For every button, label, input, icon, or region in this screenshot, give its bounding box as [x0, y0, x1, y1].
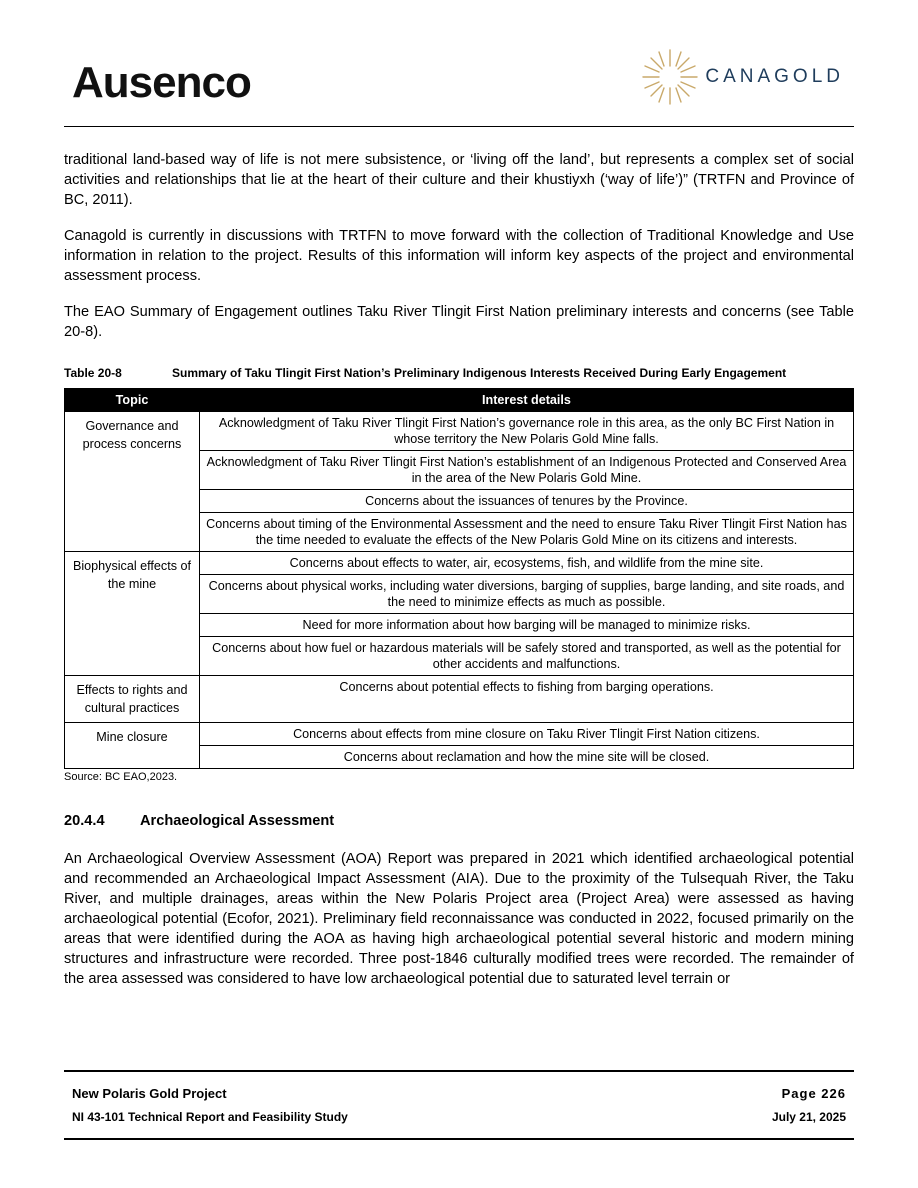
section-title: Archaeological Assessment — [140, 813, 335, 829]
sunburst-icon — [637, 44, 703, 110]
paragraph-3: The EAO Summary of Engagement outlines Taku River Tlingit First Nation preliminary interests and concerns (see Table 20-8). — [64, 304, 854, 340]
detail-cell: Concerns about how fuel or hazardous materials will be safely stored and transported, as well as the potential for other accidents and malfunctions. — [200, 637, 854, 676]
paragraph-1: traditional land-based way of life is not mere subsistence, or ‘living off the land’, but represents a complex set of social activities and relationships that lie at the heart of their culture and their khustiyxh (‘way of life’)” (TRTFN and Province of BC, 2011). — [64, 152, 854, 208]
table-number: Table 20-8 — [64, 366, 122, 380]
detail-cell: Concerns about the issuances of tenures by the Province. — [200, 490, 854, 513]
section-number: 20.4.4 — [64, 813, 105, 829]
table-title: Summary of Taku Tlingit First Nation’s Preliminary Indigenous Interests Received During Early Engagement — [172, 366, 787, 380]
header-interest-details: Interest details — [200, 389, 854, 412]
ausenco-logo — [72, 58, 251, 108]
detail-cell: Concerns about timing of the Environmental Assessment and the need to ensure Taku River Tlingit First Nation has the time needed to evaluate the effects of the New Polaris Gold Mine on its citizens and interests. — [200, 513, 854, 552]
footer-project: New Polaris Gold Project — [72, 1086, 227, 1101]
detail-cell: Concerns about effects to water, air, ecosystems, fish, and wildlife from the mine site. — [200, 552, 854, 575]
footer-date: July 21, 2025 — [771, 1110, 846, 1124]
page-content — [64, 150, 854, 1005]
detail-cell: Acknowledgment of Taku River Tlingit First Nation’s establishment of an Indigenous Protected and Conserved Area in the area of the New Polaris Gold Mine. — [200, 451, 854, 490]
topic-cell: Biophysical effects of the mine — [65, 552, 200, 676]
paragraph-2: Canagold is currently in discussions with TRTFN to move forward with the collection of Traditional Knowledge and Use information in relation to the project. Results of this information will inform key aspects of the project and environmental assessment process. — [64, 228, 854, 284]
detail-cell: Concerns about effects from mine closure on Taku River Tlingit First Nation citizens. — [200, 723, 854, 746]
detail-cell: Concerns about physical works, including water diversions, barging of supplies, barge landing, and site roads, and the need to minimize effects as much as possible. — [200, 575, 854, 614]
footer-page-number: Page 226 — [781, 1086, 846, 1101]
table-row — [65, 676, 854, 723]
table-header-row — [65, 389, 854, 412]
topic-cell: Governance and process concerns — [65, 412, 200, 552]
topic-cell: Effects to rights and cultural practices — [65, 676, 200, 723]
table-caption — [64, 366, 854, 380]
topic-cell: Mine closure — [65, 723, 200, 769]
header-divider — [64, 126, 854, 127]
table-row — [65, 723, 854, 746]
header-topic: Topic — [65, 389, 200, 412]
detail-cell: Acknowledgment of Taku River Tlingit First Nation’s governance role in this area, as the only BC First Nation in whose territory the New Polaris Gold Mine falls. — [200, 412, 854, 451]
detail-cell: Need for more information about how barging will be managed to minimize risks. — [200, 614, 854, 637]
page-footer — [64, 1070, 854, 1140]
detail-cell: Concerns about potential effects to fishing from barging operations. — [200, 676, 854, 723]
table-source: Source: BC EAO,2023. — [64, 771, 178, 783]
section-heading — [64, 813, 854, 829]
canagold-logo — [637, 44, 844, 110]
canagold-logo-text: CANAGOLD — [705, 66, 844, 87]
detail-cell: Concerns about reclamation and how the mine site will be closed. — [200, 746, 854, 769]
section-paragraph: An Archaeological Overview Assessment (AOA) Report was prepared in 2021 which identified archaeological potential and recommended an Archaeological Impact Assessment (AIA). Due to the proximity of the Tulsequah River, the Taku River, and multiple drainages, areas within the New Polaris Project area (Project Area) were assessed as having archaeological potential (Ecofor, 2021). Preliminary field reconnaissance was conducted in 2022, focused primarily on the areas that were identified during the AOA as having high archaeological potential several historic and modern mining structures and infrastructure were recorded. Three post-1846 culturally modified trees were recorded. The remainder of the area assessed was considered to have low archaeological potential due to saturated level terrain or — [64, 851, 854, 987]
ausenco-logo-text: Ausenco — [72, 58, 251, 107]
table-row — [65, 412, 854, 451]
footer-report-title: NI 43-101 Technical Report and Feasibility Study — [72, 1110, 348, 1124]
interests-table — [64, 388, 854, 769]
page-header — [64, 40, 854, 126]
table-row — [65, 552, 854, 575]
